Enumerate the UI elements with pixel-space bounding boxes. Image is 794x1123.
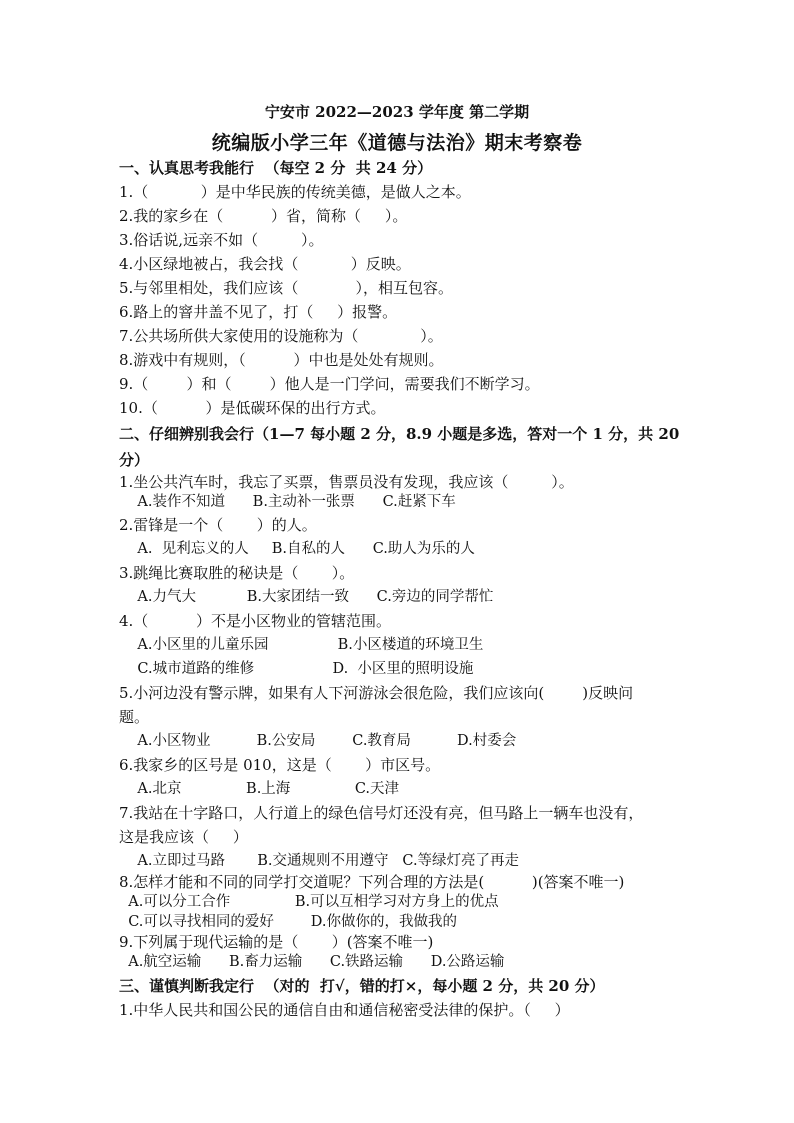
answer-options: C.可以寻找相同的爱好 D.你做你的，我做我的 [119,914,457,930]
answer-options: A.北京 B.上海 C.天津 [119,781,400,797]
answer-options: A.航空运输 B.畜力运输 C.铁路运输 D.公路运输 [119,954,505,970]
section2-title: 二、仔细辨别我会行（1—7 每小题 2 分，8.9 小题是多选，答对一个 1 分，共 20 [119,425,680,443]
question-item: 1.中华人民共和国公民的通信自由和通信秘密受法律的保护。（ ） [119,1001,570,1019]
question-item: 4.（ ）不是小区物业的管辖范围。 [119,612,391,630]
question-item: 6.路上的窨井盖不见了，打（ ）报警。 [119,303,398,321]
answer-options: A. 见利忘义的人 B.自私的人 C.助人为乐的人 [119,541,475,557]
question-item: 3.跳绳比赛取胜的秘诀是（ ）。 [119,564,355,582]
question-item-cont: 这是我应该（ ） [119,828,248,846]
answer-options: C.城市道路的维修 D. 小区里的照明设施 [119,661,474,677]
question-item: 8.游戏中有规则，（ ）中也是处处有规则。 [119,351,444,369]
question-item: 7.公共场所供大家使用的设施称为（ ）。 [119,327,443,345]
answer-options: A.立即过马路 B.交通规则不用遵守 C.等绿灯亮了再走 [119,853,520,869]
question-item: 7.我站在十字路口，人行道上的绿色信号灯还没有亮，但马路上一辆车也没有， [119,804,644,822]
question-item: 10.（ ）是低碳环保的出行方式。 [119,399,386,417]
answer-options: A.力气大 B.大家团结一致 C.旁边的同学帮忙 [119,589,494,605]
question-item: 9.下列属于现代运输的是（ ）(答案不唯一) [119,933,434,951]
answer-options: A.小区里的儿童乐园 B.小区楼道的环境卫生 [119,637,484,653]
question-item: 5.小河边没有警示牌，如果有人下河游泳会很危险，我们应该向( )反映问 [119,684,634,702]
question-item: 8.怎样才能和不同的同学打交道呢？下列合理的方法是( )(答案不唯一) [119,873,625,891]
question-item-cont: 题。 [119,708,150,726]
answer-options: A.装作不知道 B.主动补一张票 C.赶紧下车 [119,494,456,510]
question-item: 3.俗话说,远亲不如（ ）。 [119,231,324,249]
exam-title: 统编版小学三年《道德与法治》期末考察卷 [211,132,583,154]
section3-title: 三、谨慎判断我定行 （对的 打√，错的打×，每小题 2 分，共 20 分） [119,977,605,995]
question-item: 9.（ ）和（ ）他人是一门学问，需要我们不断学习。 [119,375,540,393]
section2-title-cont: 分） [119,451,150,469]
question-item: 1.（ ）是中华民族的传统美德，是做人之本。 [119,183,471,201]
answer-options: A.可以分工合作 B.可以互相学习对方身上的优点 [119,894,499,910]
question-item: 5.与邻里相处，我们应该（ ），相互包容。 [119,279,454,297]
question-item: 2.雷锋是一个（ ）的人。 [119,516,317,534]
question-item: 6.我家乡的区号是 010，这是（ ）市区号。 [119,756,441,774]
exam-header-line1: 宁安市 2022—2023 学年度 第二学期 [264,103,530,121]
question-item: 1.坐公共汽车时，我忘了买票，售票员没有发现，我应该（ ）。 [119,473,574,491]
question-item: 2.我的家乡在（ ）省，简称（ ）。 [119,207,408,225]
question-item: 4.小区绿地被占，我会找（ ）反映。 [119,255,411,273]
answer-options: A.小区物业 B.公安局 C.教育局 D.村委会 [119,733,517,749]
section1-title: 一、认真思考我能行 （每空 2 分 共 24 分） [119,159,433,177]
